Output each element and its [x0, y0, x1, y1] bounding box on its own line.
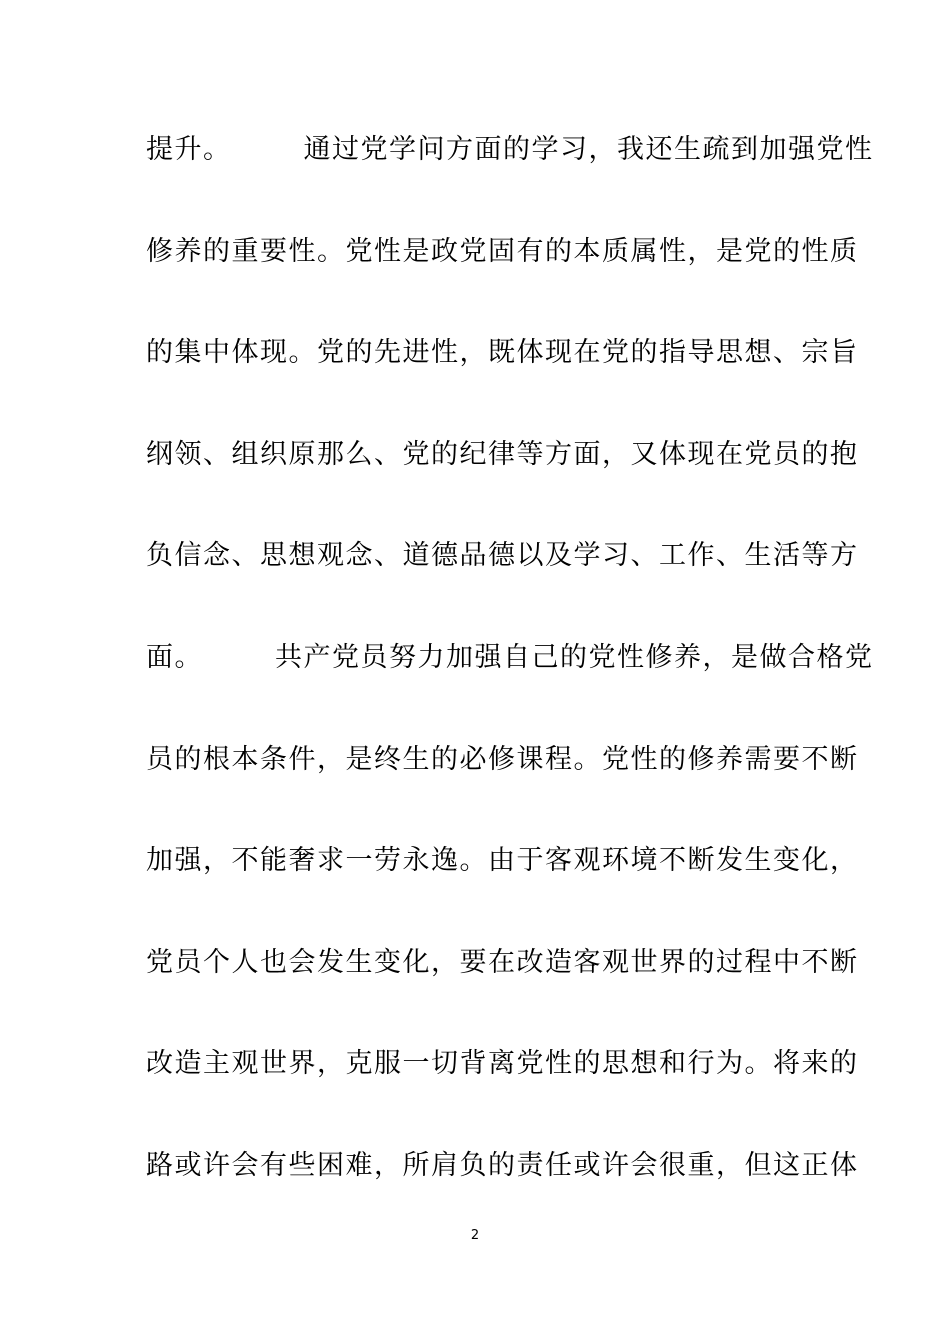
- text-line: 修养的重要性。党性是政党固有的本质属性，是党的性质: [146, 235, 859, 267]
- text-line: 党员个人也会发生变化，要在改造客观世界的过程中不断: [146, 946, 859, 978]
- text-line: 负信念、思想观念、道德品德以及学习、工作、生活等方: [146, 540, 859, 572]
- page-number: 2: [470, 1228, 480, 1243]
- text-line: 员的根本条件，是终生的必修课程。党性的修养需要不断: [146, 743, 859, 775]
- text-line: 提升。 通过党学问方面的学习，我还生疏到加强党性: [146, 134, 874, 165]
- text-line: 的集中体现。党的先进性，既体现在党的指导思想、宗旨: [146, 337, 859, 369]
- text-line: 面。 共产党员努力加强自己的党性修养，是做合格党: [146, 641, 874, 673]
- text-line: 路或许会有些困难，所肩负的责任或许会很重，但这正体: [146, 1149, 859, 1181]
- text-line: 加强，不能奢求一劳永逸。由于客观环境不断发生变化，: [146, 845, 859, 877]
- body-text: [146, 120, 874, 1238]
- text-line: 改造主观世界，克服一切背离党性的思想和行为。将来的: [146, 1048, 859, 1080]
- text-line: 纲领、组织原那么、党的纪律等方面，又体现在党员的抱: [146, 438, 859, 470]
